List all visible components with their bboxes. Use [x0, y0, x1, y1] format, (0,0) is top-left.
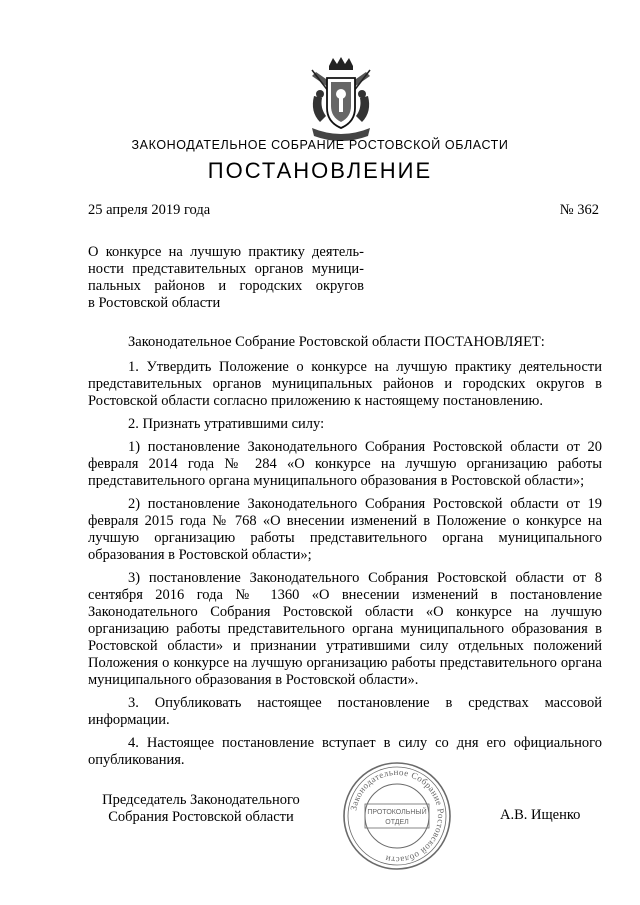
- paragraph-2-item-2: 2) постановление Законодательного Собрания Ростовской области от 19 февраля 2015 года № 768 «О внесении изменений в Положение о конкурсе на лучшую организацию работы представительного органа муниципального образования в Ростовской области»;: [88, 496, 602, 563]
- paragraph-2: 2. Признать утратившими силу:: [128, 416, 325, 432]
- document-date: 25 апреля 2019 года: [88, 202, 211, 218]
- paragraph-3: 3. Опубликовать настоящее постановление в средствах массовой информации.: [88, 695, 602, 728]
- document-body: [88, 334, 602, 775]
- organization-name: ЗАКОНОДАТЕЛЬНОЕ СОБРАНИЕ РОСТОВСКОЙ ОБЛАСТИ: [131, 138, 509, 152]
- stamp-center-line: ПРОТОКОЛЬНЫЙ: [367, 809, 427, 816]
- coat-of-arms-emblem: [302, 56, 380, 146]
- document-type-title: ПОСТАНОВЛЕНИЕ: [207, 158, 433, 183]
- signatory-position: [86, 792, 316, 826]
- signatory-position-line: Собрания Ростовской области: [108, 809, 294, 825]
- stamp-center-line: ОТДЕЛ: [385, 819, 409, 826]
- subject-line: в Ростовской области: [88, 295, 221, 311]
- preamble: Законодательное Собрание Ростовской области ПОСТАНОВЛЯЕТ:: [128, 334, 545, 350]
- paragraph-2-item-3: 3) постановление Законодательного Собрания Ростовской области от 8 сентября 2016 года № 1360 «О внесении изменений в постановление Законодательного Собрания Ростовской области «О конкурсе на лучшую организацию работы представительного органа муниципального образования в Ростовской области» и признании утратившими силу отдельных положений Положения о конкурсе на лучшую организацию работы представительного органа муниципального образования в Ростовской области».: [88, 570, 602, 688]
- paragraph-2-item-1: 1) постановление Законодательного Собрания Ростовской области от 20 февраля 2014 года № 284 «О конкурсе на лучшую организацию работы представительного органа муниципального образования в Ростовской области»;: [88, 439, 602, 489]
- stamp-ring-text: Законодательное Собрание Ростовской области: [348, 766, 447, 866]
- paragraph-4: 4. Настоящее постановление вступает в силу со дня его официального опубликования.: [88, 735, 602, 768]
- subject-line: пальных районов и городских округов: [88, 278, 364, 294]
- subject-line: О конкурсе на лучшую практику деятель-: [88, 244, 364, 260]
- paragraph-1: 1. Утвердить Положение о конкурсе на лучшую практику деятельности представительных органов муниципальных районов и городских округов в Ростовской области согласно приложению к настоящему постановлению.: [88, 359, 602, 409]
- document-number: № 362: [559, 202, 599, 218]
- official-stamp: [341, 760, 453, 872]
- document-subject: [88, 244, 364, 312]
- signatory-name: А.В. Ищенко: [500, 807, 581, 823]
- subject-line: ности представительных органов муници-: [88, 261, 364, 277]
- signatory-position-line: Председатель Законодательного: [102, 792, 300, 808]
